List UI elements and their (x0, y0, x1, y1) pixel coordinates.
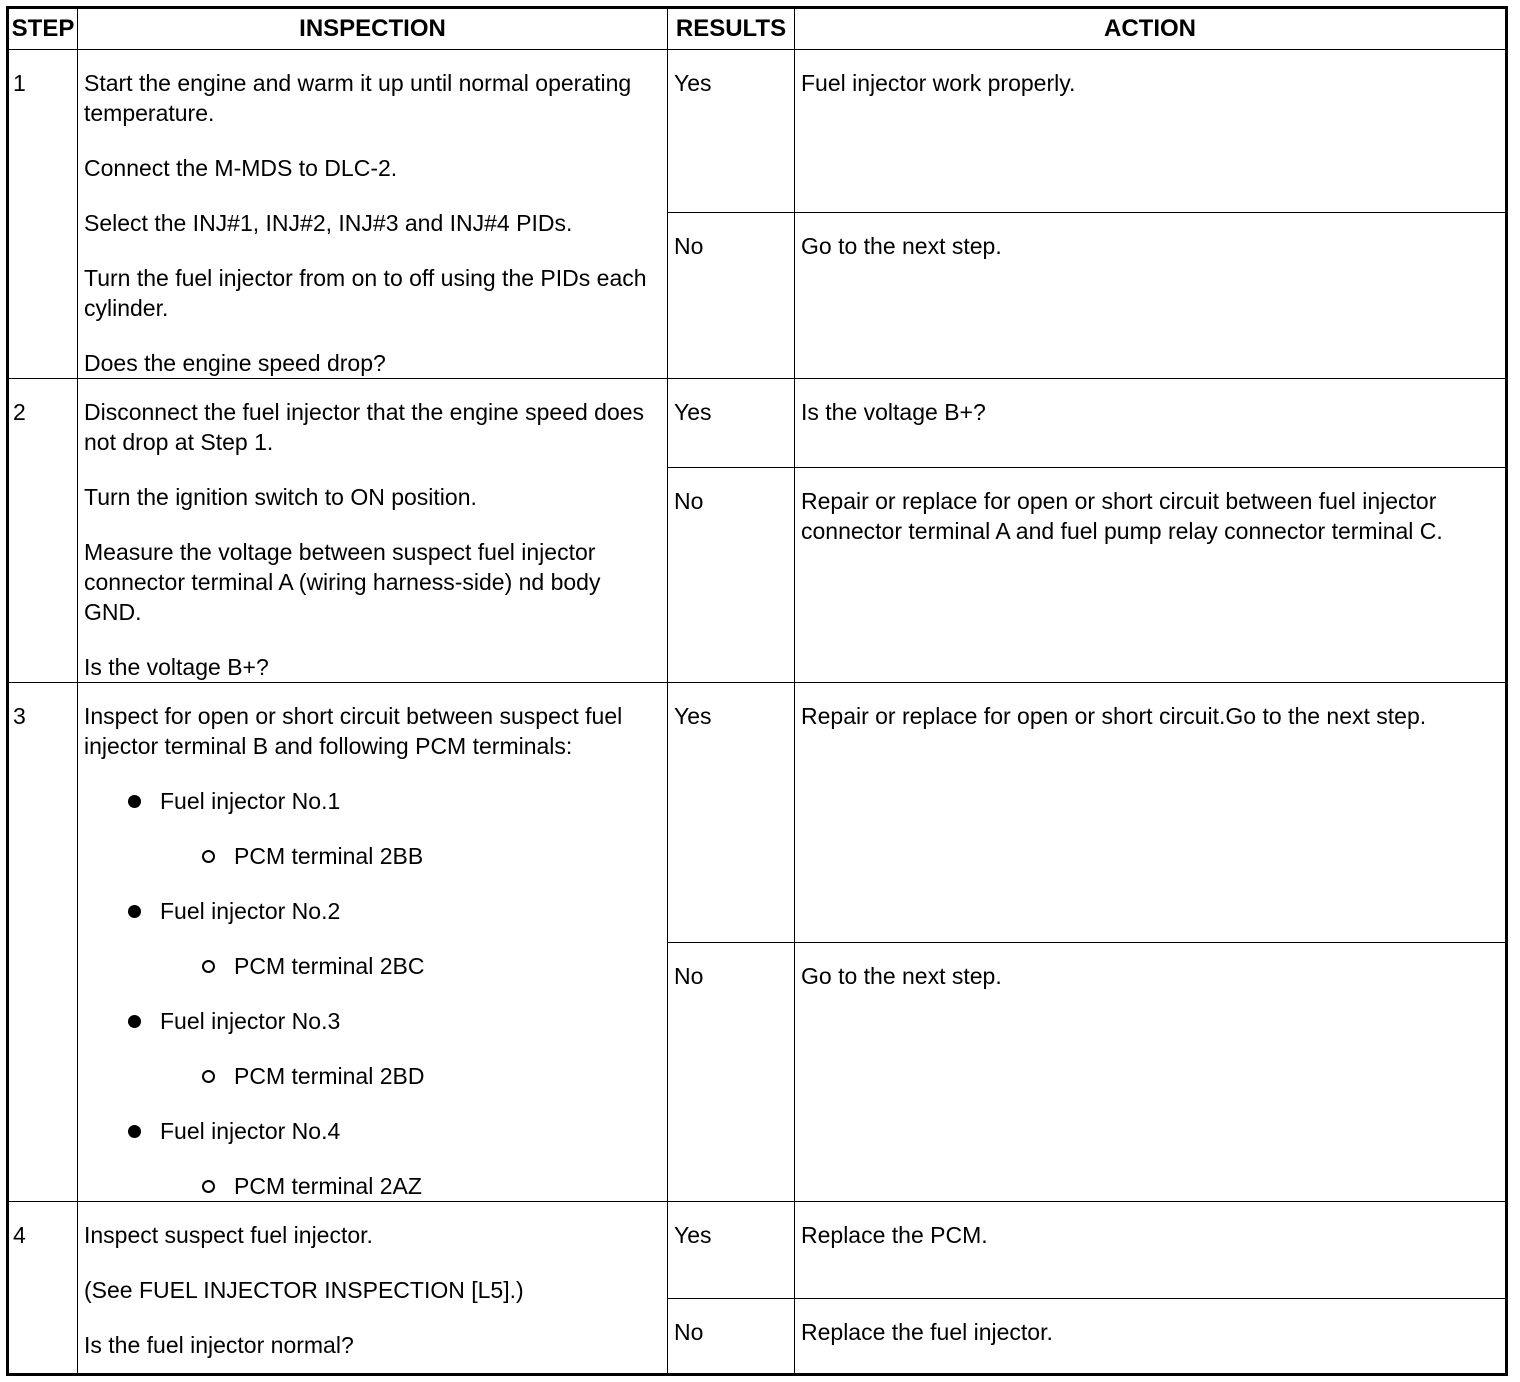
header-action: ACTION (795, 8, 1507, 50)
header-row (8, 8, 1507, 50)
step-number: 3 (8, 683, 78, 1202)
action-no: Go to the next step. (795, 942, 1507, 1202)
injector-label: Fuel injector No.2 (160, 898, 341, 924)
table-row (8, 50, 1507, 213)
pcm-terminal-label: PCM terminal 2AZ (234, 1173, 422, 1199)
inspection-question: Is the voltage B+? (84, 654, 269, 680)
injector-list (84, 786, 661, 1201)
list-item (202, 841, 661, 871)
list-item (202, 1061, 661, 1091)
action-yes: Replace the PCM. (795, 1202, 1507, 1299)
step-number: 2 (8, 379, 78, 683)
list-item (128, 1116, 661, 1201)
header-inspection: INSPECTION (78, 8, 668, 50)
result-yes: Yes (668, 683, 795, 943)
step-number: 1 (8, 50, 78, 379)
pcm-terminal-label: PCM terminal 2BD (234, 1063, 425, 1089)
pcm-terminal-label: PCM terminal 2BB (234, 843, 424, 869)
injector-label: Fuel injector No.3 (160, 1008, 341, 1034)
table-row (8, 1202, 1507, 1299)
result-no: No (668, 213, 795, 379)
inspection-cell (78, 683, 668, 1202)
inspection-text: Turn the ignition switch to ON position. (84, 484, 477, 510)
injector-label: Fuel injector No.4 (160, 1118, 341, 1144)
header-results: RESULTS (668, 8, 795, 50)
result-no: No (668, 942, 795, 1202)
inspection-cell (78, 50, 668, 379)
action-no: Repair or replace for open or short circuit between fuel injector connector terminal A and fuel pump relay connector terminal C. (795, 468, 1507, 683)
list-item (128, 896, 661, 981)
inspection-question: Is the fuel injector normal? (84, 1332, 354, 1358)
list-item (128, 786, 661, 871)
inspection-text: Inspect suspect fuel injector. (84, 1222, 373, 1248)
inspection-text: Select the INJ#1, INJ#2, INJ#3 and INJ#4 PIDs. (84, 210, 573, 236)
header-step: STEP (8, 8, 78, 50)
action-no: Replace the fuel injector. (795, 1299, 1507, 1375)
inspection-text: Start the engine and warm it up until normal operating temperature. (84, 70, 632, 126)
pcm-terminal-label: PCM terminal 2BC (234, 953, 425, 979)
inspection-text: Connect the M-MDS to DLC-2. (84, 155, 398, 181)
diagnostic-table (6, 6, 1508, 1376)
action-yes: Is the voltage B+? (795, 379, 1507, 468)
list-item (202, 951, 661, 981)
result-no: No (668, 468, 795, 683)
inspection-cell (78, 1202, 668, 1375)
inspection-text: (See FUEL INJECTOR INSPECTION [L5].) (84, 1277, 524, 1303)
result-yes: Yes (668, 379, 795, 468)
list-item (202, 1171, 661, 1201)
action-no: Go to the next step. (795, 213, 1507, 379)
injector-label: Fuel injector No.1 (160, 788, 341, 814)
inspection-cell (78, 379, 668, 683)
inspection-text: Measure the voltage between suspect fuel injector connector terminal A (wiring harness-side) nd body GND. (84, 539, 601, 625)
step-number: 4 (8, 1202, 78, 1375)
result-no: No (668, 1299, 795, 1375)
list-item (128, 1006, 661, 1091)
inspection-question: Does the engine speed drop? (84, 350, 386, 376)
result-yes: Yes (668, 50, 795, 213)
inspection-text: Inspect for open or short circuit between suspect fuel injector terminal B and following PCM terminals: (84, 703, 623, 759)
table-row (8, 683, 1507, 943)
inspection-text: Disconnect the fuel injector that the engine speed does not drop at Step 1. (84, 399, 645, 455)
inspection-text: Turn the fuel injector from on to off using the PIDs each cylinder. (84, 265, 647, 321)
action-yes: Repair or replace for open or short circuit.Go to the next step. (795, 683, 1507, 943)
table-row (8, 379, 1507, 468)
result-yes: Yes (668, 1202, 795, 1299)
action-yes: Fuel injector work properly. (795, 50, 1507, 213)
